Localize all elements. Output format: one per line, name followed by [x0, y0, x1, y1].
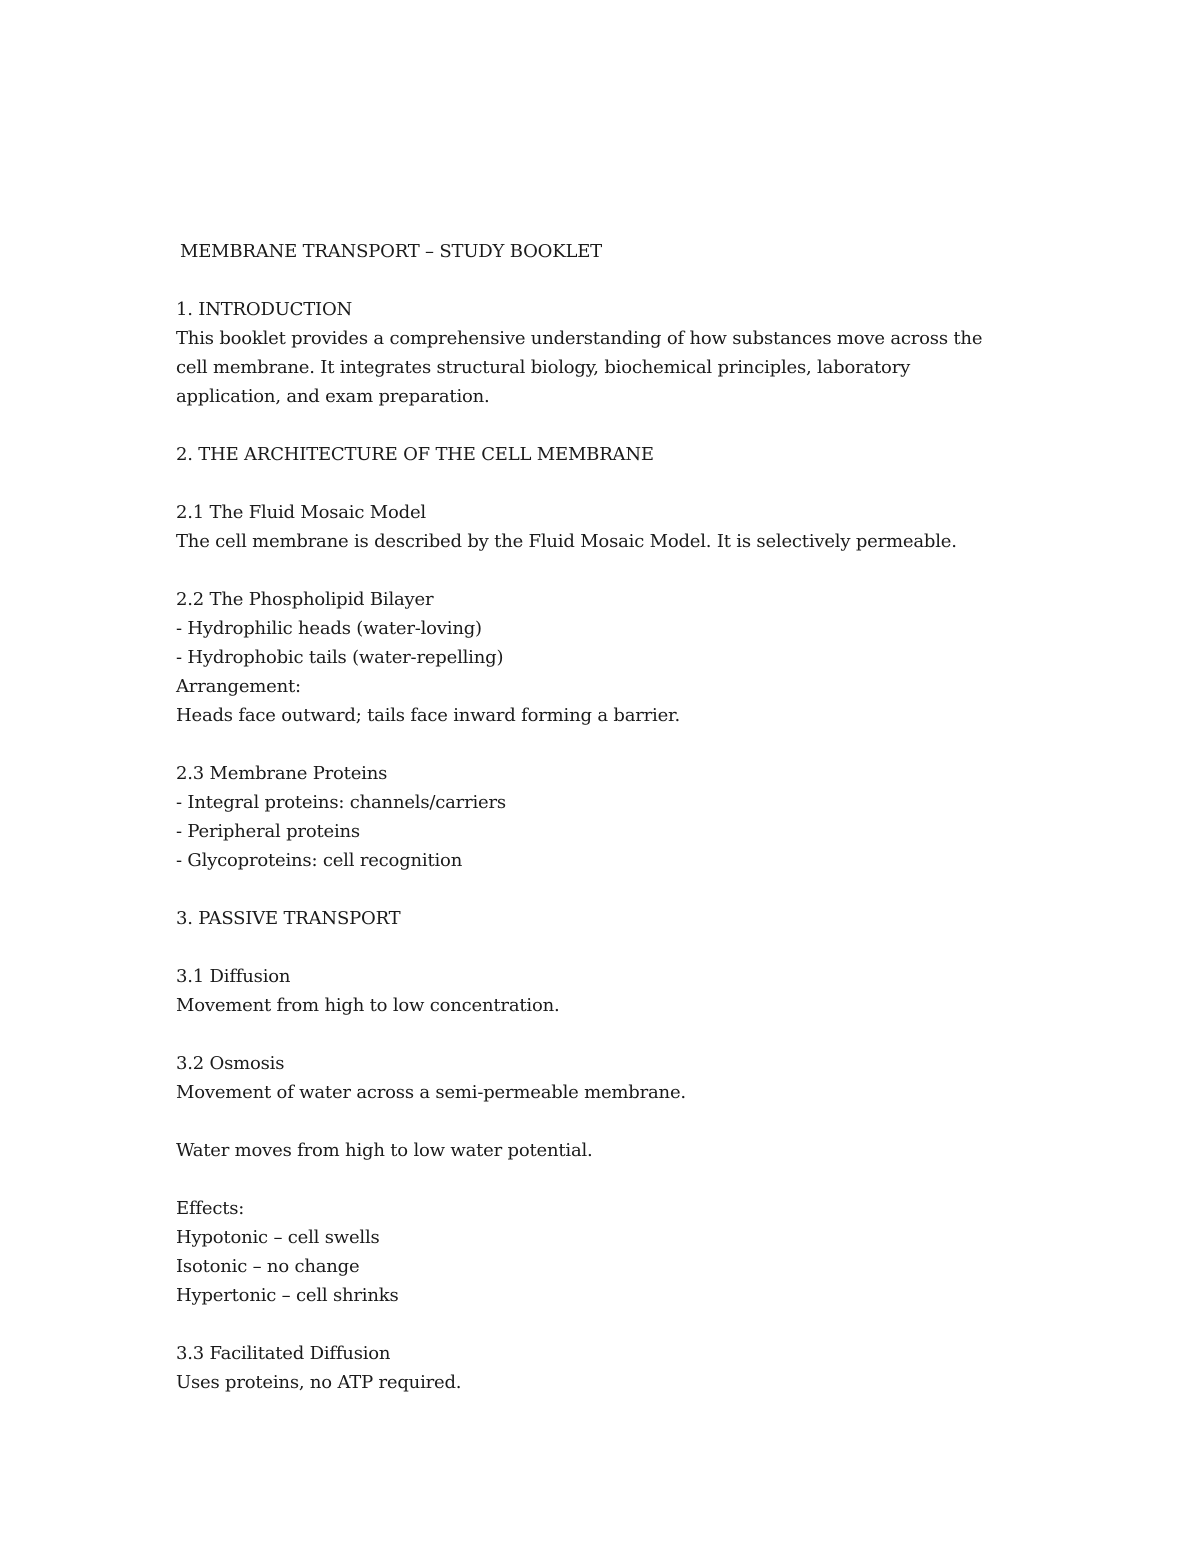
section-heading-introduction: 1. INTRODUCTION	[176, 299, 353, 320]
effect-item: Hypertonic – cell shrinks	[176, 1285, 399, 1306]
spacer	[176, 730, 1036, 759]
spacer	[176, 875, 1036, 904]
effects-label: Effects:	[176, 1198, 245, 1219]
spacer	[176, 933, 1036, 962]
list-item: - Glycoproteins: cell recognition	[176, 850, 463, 871]
list-item: - Hydrophobic tails (water-repelling)	[176, 647, 504, 668]
spacer	[176, 1165, 1036, 1194]
spacer	[176, 1020, 1036, 1049]
spacer	[176, 1310, 1036, 1339]
spacer	[176, 266, 1036, 295]
list-item: - Peripheral proteins	[176, 821, 360, 842]
spacer	[176, 1107, 1036, 1136]
list-item: - Hydrophilic heads (water-loving)	[176, 618, 482, 639]
document-body	[176, 237, 1036, 1397]
subsection-heading-facilitated-diffusion: 3.3 Facilitated Diffusion	[176, 1343, 391, 1364]
effect-item: Isotonic – no change	[176, 1256, 360, 1277]
subsection-heading-fluid-mosaic: 2.1 The Fluid Mosaic Model	[176, 502, 426, 523]
section-heading-passive-transport: 3. PASSIVE TRANSPORT	[176, 908, 401, 929]
fluid-mosaic-text: The cell membrane is described by the Fluid Mosaic Model. It is selectively permeable.	[176, 531, 957, 552]
subsection-heading-bilayer: 2.2 The Phospholipid Bilayer	[176, 589, 434, 610]
diffusion-text: Movement from high to low concentration.	[176, 995, 560, 1016]
subsection-heading-proteins: 2.3 Membrane Proteins	[176, 763, 388, 784]
subsection-heading-osmosis: 3.2 Osmosis	[176, 1053, 285, 1074]
spacer	[176, 469, 1036, 498]
effect-item: Hypotonic – cell swells	[176, 1227, 380, 1248]
osmosis-text-2: Water moves from high to low water potential.	[176, 1140, 593, 1161]
facilitated-diffusion-text: Uses proteins, no ATP required.	[176, 1372, 462, 1393]
arrangement-label: Arrangement:	[176, 676, 301, 697]
spacer	[176, 556, 1036, 585]
intro-paragraph-line: cell membrane. It integrates structural biology, biochemical principles, laboratory	[176, 357, 911, 378]
list-item: - Integral proteins: channels/carriers	[176, 792, 506, 813]
osmosis-text: Movement of water across a semi-permeable membrane.	[176, 1082, 686, 1103]
spacer	[176, 411, 1036, 440]
intro-paragraph-line: application, and exam preparation.	[176, 386, 490, 407]
arrangement-text: Heads face outward; tails face inward forming a barrier.	[176, 705, 680, 726]
subsection-heading-diffusion: 3.1 Diffusion	[176, 966, 291, 987]
section-heading-architecture: 2. THE ARCHITECTURE OF THE CELL MEMBRANE	[176, 444, 654, 465]
document-title: MEMBRANE TRANSPORT – STUDY BOOKLET	[180, 241, 602, 262]
intro-paragraph-line: This booklet provides a comprehensive understanding of how substances move across the	[176, 328, 983, 349]
